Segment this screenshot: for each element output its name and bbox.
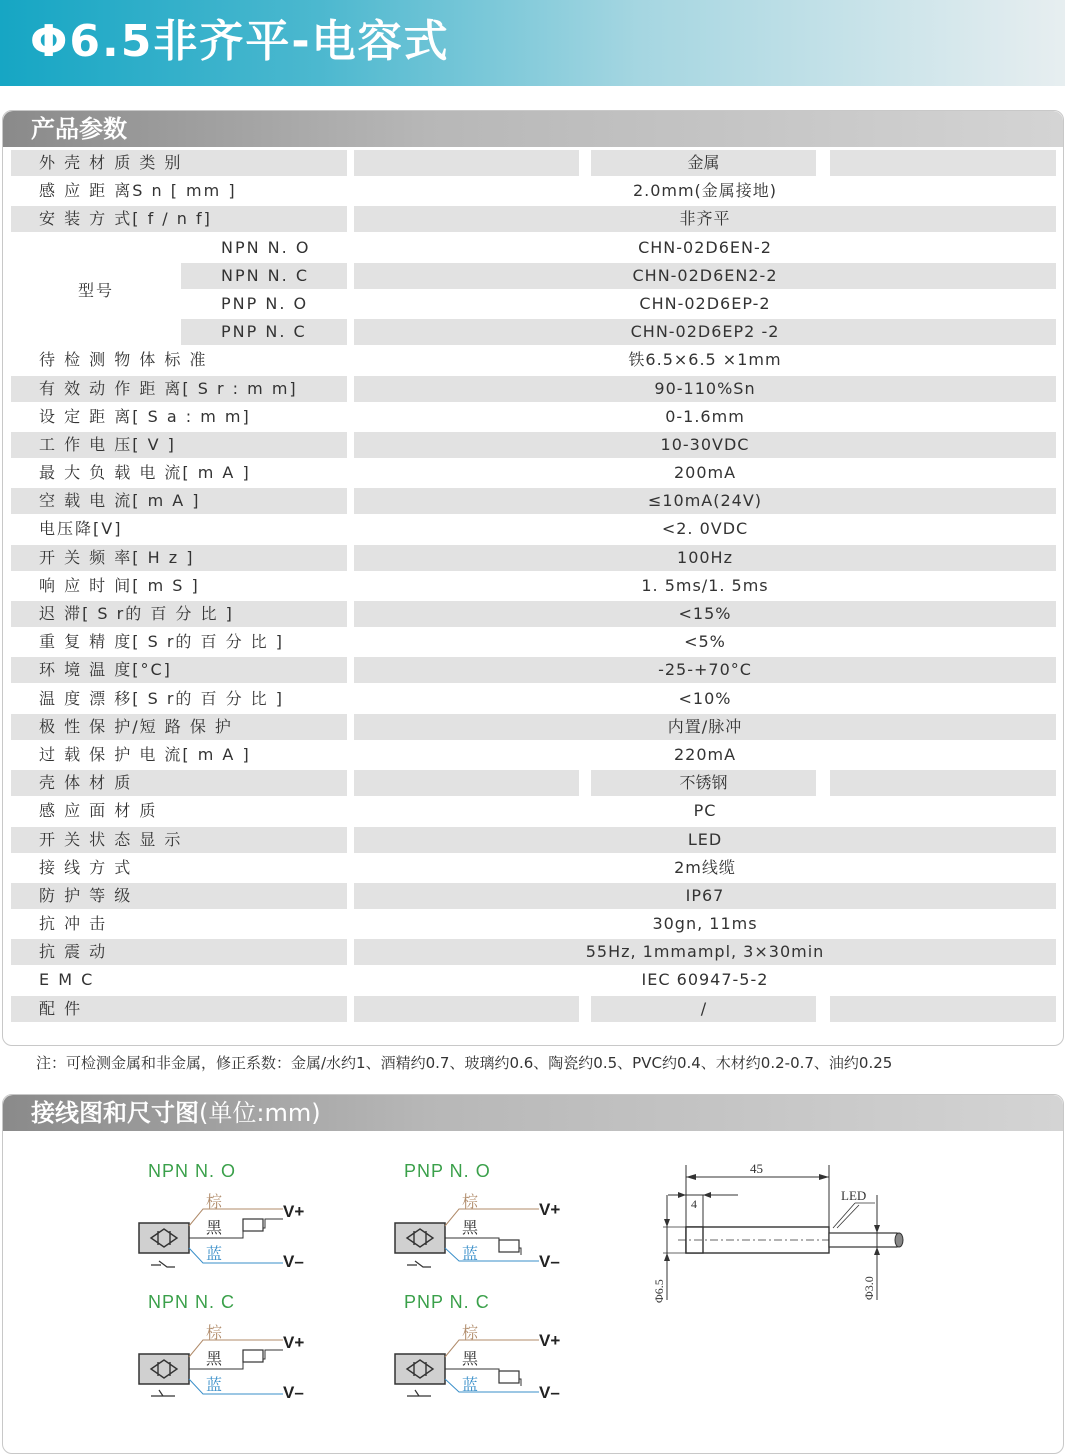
row-value: 90-110%Sn bbox=[354, 376, 1056, 402]
table-row bbox=[11, 882, 1056, 910]
sensor-box bbox=[395, 1223, 445, 1253]
row-label: 防 护 等 级 bbox=[11, 883, 347, 909]
blue-wire bbox=[189, 1379, 283, 1394]
row-label: 开 关 状 态 显 示 bbox=[11, 827, 347, 853]
row-label: 工 作 电 压[ V ] bbox=[11, 432, 347, 458]
row-label: 感 应 距 离S n [ mm ] bbox=[39, 181, 237, 201]
wire-brown-label: 棕 bbox=[206, 1325, 223, 1342]
v-minus-label: V– bbox=[539, 1383, 560, 1402]
row-label: 感 应 面 材 质 bbox=[39, 801, 158, 821]
v-plus-label: V+ bbox=[283, 1333, 305, 1352]
wire-black-label: 黑 bbox=[462, 1220, 479, 1237]
load-icon bbox=[499, 1371, 519, 1383]
row-value: 10-30VDC bbox=[354, 432, 1056, 458]
table-row bbox=[11, 177, 1056, 205]
black-wire bbox=[189, 1350, 283, 1369]
blank-cell bbox=[830, 770, 1056, 796]
dim-length-label: 45 bbox=[750, 1161, 763, 1176]
blank-cell bbox=[354, 150, 579, 176]
row-label: 安 装 方 式[ f / n f] bbox=[11, 206, 347, 232]
cable bbox=[829, 1233, 897, 1247]
blue-wire bbox=[189, 1248, 283, 1263]
table-row bbox=[11, 600, 1056, 628]
model-code: CHN-02D6EP2 -2 bbox=[354, 319, 1056, 345]
dim-led-len-label: 4 bbox=[691, 1197, 697, 1211]
params-table bbox=[11, 149, 1056, 1023]
row-value: 0-1.6mm bbox=[665, 406, 745, 426]
table-row bbox=[11, 149, 1056, 177]
brown-wire bbox=[189, 1340, 283, 1357]
table-row bbox=[11, 515, 1056, 543]
row-value: 1. 5ms/1. 5ms bbox=[641, 575, 769, 595]
wiring-diagram-npn-nc bbox=[139, 1292, 304, 1402]
wiring-diagram-pnp-nc bbox=[395, 1292, 560, 1402]
row-value: <2. 0VDC bbox=[661, 519, 749, 539]
row-value: LED bbox=[354, 827, 1056, 853]
brown-wire bbox=[445, 1340, 539, 1357]
table-row bbox=[11, 544, 1056, 572]
diagram-title: PNP N. O bbox=[404, 1161, 491, 1181]
row-value: 2m线缆 bbox=[674, 857, 736, 877]
row-value: IP67 bbox=[354, 883, 1056, 909]
v-minus-label: V– bbox=[539, 1252, 560, 1271]
blue-wire bbox=[445, 1379, 539, 1392]
table-row bbox=[11, 628, 1056, 656]
table-row bbox=[11, 572, 1056, 600]
wire-black-label: 黑 bbox=[206, 1351, 223, 1368]
params-header bbox=[3, 111, 1063, 147]
row-value: PC bbox=[693, 801, 717, 821]
row-value: 非齐平 bbox=[354, 206, 1056, 232]
black-wire bbox=[189, 1219, 283, 1238]
switch-mark-icon bbox=[407, 1390, 431, 1396]
sensor-box bbox=[139, 1354, 189, 1384]
row-label: 接 线 方 式 bbox=[39, 857, 133, 877]
sensor-box bbox=[139, 1223, 189, 1253]
wiring-diagrams bbox=[3, 1095, 1063, 1453]
row-label: 抗 冲 击 bbox=[39, 914, 108, 934]
row-value: / bbox=[591, 996, 816, 1022]
switch-mark-icon bbox=[151, 1261, 175, 1267]
table-row bbox=[11, 403, 1056, 431]
row-label: 最 大 负 载 电 流[ m A ] bbox=[39, 463, 251, 483]
row-label: 待 检 测 物 体 标 准 bbox=[39, 350, 208, 370]
v-plus-label: V+ bbox=[283, 1202, 305, 1221]
v-plus-label: V+ bbox=[539, 1331, 561, 1350]
row-label: 迟 滞[ S r的 百 分 比 ] bbox=[11, 601, 347, 627]
row-value: 30gn, 11ms bbox=[652, 914, 758, 934]
title-banner bbox=[0, 0, 1065, 86]
params-section bbox=[2, 110, 1064, 1046]
wiring-section bbox=[2, 1094, 1064, 1454]
row-label: 极 性 保 护/短 路 保 护 bbox=[11, 714, 347, 740]
table-row bbox=[11, 656, 1056, 684]
model-type: PNP N. O bbox=[221, 293, 309, 313]
table-row bbox=[11, 262, 1056, 290]
table-row bbox=[11, 938, 1056, 966]
dim-body-dia-label: Φ6.5 bbox=[652, 1279, 666, 1303]
blank-cell bbox=[830, 996, 1056, 1022]
row-label: 配 件 bbox=[11, 996, 347, 1022]
table-row bbox=[11, 685, 1056, 713]
wire-blue-label: 蓝 bbox=[206, 1246, 223, 1263]
row-value: <10% bbox=[678, 688, 732, 708]
wire-brown-label: 棕 bbox=[206, 1194, 223, 1211]
row-label: 温 度 漂 移[ S r的 百 分 比 ] bbox=[39, 688, 284, 708]
row-value: 200mA bbox=[673, 463, 737, 483]
model-code: CHN-02D6EP-2 bbox=[639, 293, 771, 313]
table-row bbox=[11, 769, 1056, 797]
row-label: 重 复 精 度[ S r的 百 分 比 ] bbox=[39, 632, 284, 652]
row-value: 2.0mm(金属接地) bbox=[632, 181, 778, 201]
row-value: -25-+70°C bbox=[354, 657, 1056, 683]
cable-end bbox=[895, 1233, 903, 1247]
row-value: <15% bbox=[354, 601, 1056, 627]
brown-wire bbox=[445, 1209, 539, 1226]
diagram-title: PNP N. C bbox=[404, 1292, 490, 1312]
row-label: 壳 体 材 质 bbox=[11, 770, 347, 796]
params-title: 产品参数 bbox=[31, 115, 127, 143]
dimension-drawing bbox=[652, 1161, 903, 1303]
footnote: 注：可检测金属和非金属，修正系数：金属/水约1、酒精约0.7、玻璃约0.6、陶瓷约0.5、PVC约0.4、木材约0.2-0.7、油约0.25 bbox=[36, 1054, 893, 1072]
table-row bbox=[11, 459, 1056, 487]
dim-cable-dia-label: Φ3.0 bbox=[862, 1276, 876, 1300]
table-row bbox=[11, 854, 1056, 882]
brown-wire bbox=[189, 1209, 283, 1226]
row-label: 开 关 频 率[ H z ] bbox=[11, 545, 347, 571]
table-row bbox=[11, 234, 1056, 262]
page-title: Φ6.5非齐平-电容式 bbox=[30, 16, 450, 67]
table-row bbox=[11, 487, 1056, 515]
table-row bbox=[11, 910, 1056, 938]
row-label: 空 载 电 流[ m A ] bbox=[11, 488, 347, 514]
model-code: CHN-02D6EN2-2 bbox=[354, 263, 1056, 289]
model-block bbox=[11, 234, 1056, 347]
row-label: 抗 震 动 bbox=[11, 939, 347, 965]
row-label: 设 定 距 离[ S a : m m] bbox=[39, 406, 251, 426]
blank-cell bbox=[354, 996, 579, 1022]
led-leader bbox=[833, 1203, 855, 1228]
row-value: 铁6.5×6.5 ×1mm bbox=[628, 350, 782, 370]
row-label: 电压降[V] bbox=[39, 519, 123, 539]
row-label: 有 效 动 作 距 离[ S r : m m] bbox=[11, 376, 347, 402]
dim-led-label: LED bbox=[841, 1188, 867, 1203]
row-label: 外 壳 材 质 类 别 bbox=[11, 150, 347, 176]
table-row bbox=[11, 995, 1056, 1023]
table-row bbox=[11, 797, 1056, 825]
v-minus-label: V– bbox=[283, 1252, 304, 1271]
row-value: ≤10mA(24V) bbox=[354, 488, 1056, 514]
model-type: PNP N. C bbox=[181, 319, 347, 345]
blank-cell bbox=[830, 150, 1056, 176]
led-leader bbox=[837, 1205, 859, 1228]
wire-blue-label: 蓝 bbox=[462, 1246, 479, 1263]
row-value: 内置/脉冲 bbox=[354, 714, 1056, 740]
model-code: CHN-02D6EN-2 bbox=[638, 237, 772, 257]
row-value: 金属 bbox=[591, 150, 816, 176]
load-icon bbox=[499, 1240, 519, 1252]
wire-black-label: 黑 bbox=[462, 1351, 479, 1368]
model-type: NPN N. C bbox=[181, 263, 347, 289]
switch-mark-icon bbox=[151, 1390, 175, 1396]
row-label: E M C bbox=[39, 970, 95, 990]
wire-blue-label: 蓝 bbox=[462, 1377, 479, 1394]
wiring-diagram-npn-no bbox=[139, 1161, 304, 1271]
model-type: NPN N. O bbox=[221, 237, 311, 257]
v-minus-label: V– bbox=[283, 1383, 304, 1402]
row-value: <5% bbox=[684, 632, 726, 652]
blank-cell bbox=[354, 770, 579, 796]
sensor-box bbox=[395, 1354, 445, 1384]
table-row bbox=[11, 205, 1056, 233]
v-plus-label: V+ bbox=[539, 1200, 561, 1219]
row-value: 55Hz, 1mmampl, 3×30min bbox=[354, 939, 1056, 965]
wiring-title-unit: (单位:mm) bbox=[199, 1099, 321, 1127]
row-label: 环 境 温 度[°C] bbox=[11, 657, 347, 683]
row-label: 响 应 时 间[ m S ] bbox=[39, 575, 200, 595]
row-value: 不锈钢 bbox=[591, 770, 816, 796]
table-row bbox=[11, 346, 1056, 374]
wire-brown-label: 棕 bbox=[462, 1194, 479, 1211]
blue-wire bbox=[445, 1248, 539, 1261]
diagram-title: NPN N. C bbox=[148, 1292, 236, 1312]
row-value: 100Hz bbox=[354, 545, 1056, 571]
table-row bbox=[11, 713, 1056, 741]
wire-blue-label: 蓝 bbox=[206, 1377, 223, 1394]
row-value: 220mA bbox=[673, 744, 737, 764]
switch-mark-icon bbox=[407, 1261, 431, 1267]
table-row bbox=[11, 741, 1056, 769]
table-row bbox=[11, 318, 1056, 346]
table-row bbox=[11, 826, 1056, 854]
wire-brown-label: 棕 bbox=[462, 1325, 479, 1342]
wiring-title-main: 接线图和尺寸图 bbox=[31, 1099, 199, 1127]
table-row bbox=[11, 431, 1056, 459]
wiring-diagram-pnp-no bbox=[395, 1161, 560, 1271]
diagram-title: NPN N. O bbox=[148, 1161, 237, 1181]
model-label: 型号 bbox=[77, 280, 114, 300]
table-row bbox=[11, 966, 1056, 994]
wire-black-label: 黑 bbox=[206, 1220, 223, 1237]
table-row bbox=[11, 375, 1056, 403]
table-row bbox=[11, 290, 1056, 318]
load-icon bbox=[243, 1219, 263, 1231]
row-value: IEC 60947-5-2 bbox=[641, 970, 769, 990]
row-label: 过 载 保 护 电 流[ m A ] bbox=[39, 744, 251, 764]
load-icon bbox=[243, 1350, 263, 1362]
